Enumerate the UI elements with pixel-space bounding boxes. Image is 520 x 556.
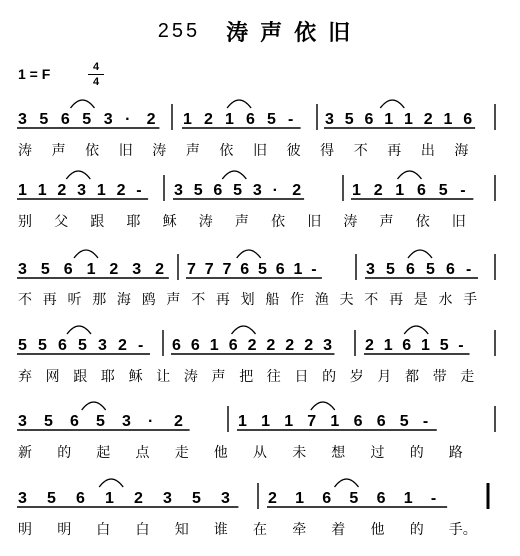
note: 5 [438, 182, 448, 199]
lyric-syllable: 手 [463, 292, 478, 308]
lyric-syllable: 依 [415, 214, 430, 230]
slur [408, 250, 432, 258]
note: · [272, 182, 278, 199]
meter-bottom: 4 [92, 76, 100, 88]
lyric-syllable: 声 [185, 143, 200, 159]
lyric-syllable: 声 [379, 214, 394, 230]
slur [66, 171, 90, 179]
lyric-syllable: 不 [18, 292, 32, 308]
slur [82, 402, 106, 410]
note: 2 [118, 337, 127, 354]
note: 1 [403, 490, 413, 507]
lyric-syllable: 海 [116, 292, 131, 308]
lyric-syllable: 鸥 [141, 292, 156, 308]
note: 6 [463, 111, 473, 128]
lyric-syllable: 旧 [451, 214, 466, 230]
lyric-syllable: 父 [54, 214, 69, 230]
note: 5 [96, 413, 105, 430]
note: 6 [376, 490, 386, 507]
lyric-syllable: 依 [85, 143, 100, 159]
note: 1 [18, 182, 27, 199]
slur [232, 326, 256, 334]
note: 2 [116, 182, 126, 199]
note: 2 [247, 337, 257, 354]
note: 5 [193, 182, 203, 199]
note: 5 [47, 490, 56, 507]
lyric-syllable: 走 [174, 445, 189, 461]
note: 7 [307, 413, 317, 430]
lyric-syllable: 白 [96, 522, 111, 538]
lyric-syllable: 再 [389, 292, 404, 308]
lyric-syllable: 再 [387, 143, 402, 159]
note: 2 [373, 182, 383, 199]
note: - [466, 261, 472, 278]
note: 3 [325, 111, 334, 128]
note: 6 [406, 261, 415, 278]
note: 5 [44, 413, 53, 430]
lyric-syllable: 的 [409, 522, 424, 538]
lyric-syllable: 谁 [213, 522, 228, 538]
note: 6 [60, 111, 70, 128]
note: 3 [122, 413, 131, 430]
lyric-syllable: 别 [18, 214, 32, 230]
lyric-syllable: 白 [135, 522, 150, 538]
note: 6 [353, 413, 363, 430]
lyric-syllable: 把 [239, 369, 254, 385]
note: - [422, 413, 429, 430]
note: 6 [58, 337, 67, 354]
note: 5 [38, 337, 47, 354]
note: 2 [109, 261, 119, 278]
slur [398, 171, 422, 179]
note: 6 [172, 337, 181, 354]
note: 2 [266, 337, 276, 354]
lyric-syllable: 旧 [118, 143, 133, 159]
slur [71, 100, 95, 108]
note: 6 [402, 337, 412, 354]
slur [311, 402, 335, 410]
note: 1 [421, 337, 430, 354]
lyric-syllable: 跟 [73, 369, 88, 385]
lyric-syllable: 他 [370, 522, 385, 538]
note: 2 [285, 337, 295, 354]
lyric-syllable: 涛 [198, 214, 213, 230]
lyric-syllable: 再 [42, 292, 57, 308]
lyric-syllable: 明 [57, 522, 72, 538]
note: 5 [344, 111, 354, 128]
lyric-syllable: 手。 [448, 522, 477, 538]
lyric-syllable: 旧 [307, 214, 322, 230]
lyric-syllable: 在 [253, 522, 267, 538]
note: 1 [209, 337, 219, 354]
lyric-syllable: 不 [364, 292, 379, 308]
lyric-syllable: 出 [420, 143, 435, 159]
lyric-syllable: 点 [135, 445, 150, 461]
note: 5 [426, 261, 435, 278]
lyric-syllable: 依 [271, 214, 286, 230]
note: 1 [37, 182, 47, 199]
note: 1 [284, 413, 294, 430]
lyric-syllable: 起 [96, 445, 111, 461]
lyric-syllable: 得 [320, 143, 335, 159]
slur [380, 100, 404, 108]
note: 6 [364, 111, 374, 128]
key-signature: 1 = F [18, 66, 51, 82]
note: 5 [399, 413, 409, 430]
note: 3 [221, 490, 230, 507]
lyric-syllable: 新 [18, 445, 32, 461]
lyric-syllable: 声 [234, 214, 249, 230]
lyric-syllable: 跟 [90, 214, 105, 230]
lyric-syllable: 那 [92, 292, 107, 308]
note: 1 [404, 111, 413, 128]
note: 1 [384, 111, 394, 128]
note: 2 [146, 111, 156, 128]
note: 3 [18, 261, 27, 278]
lyric-syllable: 的 [409, 445, 424, 461]
note: 1 [225, 111, 234, 128]
note: 5 [349, 490, 359, 507]
note: · [148, 413, 154, 430]
note: 1 [261, 413, 271, 430]
note: 1 [395, 182, 405, 199]
note: 6 [213, 182, 223, 199]
lyric-syllable: 带 [432, 369, 447, 385]
note: 2 [174, 413, 183, 430]
meter-top: 4 [92, 61, 100, 73]
song-number: 255 [157, 20, 201, 42]
note: 2 [134, 490, 143, 507]
note: 7 [222, 261, 232, 278]
lyric-syllable: 从 [253, 445, 267, 461]
lyric-syllable: 涛 [183, 369, 198, 385]
note: 6 [417, 182, 426, 199]
slur [237, 250, 261, 258]
slur [404, 326, 428, 334]
note: 5 [78, 337, 87, 354]
note: 2 [155, 261, 165, 278]
slur [99, 479, 123, 487]
lyric-syllable: 他 [213, 445, 228, 461]
note: 6 [76, 490, 85, 507]
lyric-syllable: 声 [211, 369, 226, 385]
lyric-syllable: 弃 [18, 369, 32, 385]
note: 3 [163, 490, 172, 507]
slur [227, 100, 251, 108]
lyric-syllable: 未 [292, 445, 307, 461]
lyric-syllable: 耶 [100, 369, 115, 385]
note: 5 [258, 261, 267, 278]
note: 6 [240, 261, 250, 278]
note: 3 [252, 182, 262, 199]
note: - [138, 337, 144, 354]
note: 1 [96, 182, 106, 199]
lyric-syllable: 涛 [343, 214, 358, 230]
note: 3 [18, 490, 27, 507]
lyric-syllable: 渔 [314, 292, 329, 308]
lyric-syllable: 声 [166, 292, 181, 308]
lyric-syllable: 月 [377, 369, 392, 385]
lyric-syllable: 往 [266, 369, 281, 385]
lyric-syllable: 是 [413, 292, 428, 308]
note: 2 [57, 182, 67, 199]
note: 3 [18, 111, 27, 128]
note: · [125, 111, 131, 128]
note: 6 [376, 413, 386, 430]
lyric-syllable: 岁 [349, 369, 364, 385]
note: - [136, 182, 142, 199]
note: 1 [293, 261, 303, 278]
lyric-syllable: 船 [265, 292, 280, 308]
lyric-syllable: 耶 [126, 214, 141, 230]
note: - [288, 111, 294, 128]
note: 1 [295, 490, 305, 507]
song-name: 涛声依旧 [226, 20, 363, 46]
note: 3 [174, 182, 183, 199]
slur [335, 479, 359, 487]
note: 6 [63, 261, 73, 278]
note: 5 [439, 337, 449, 354]
note: 2 [304, 337, 314, 354]
note: 6 [246, 111, 255, 128]
lyric-syllable: 稣 [128, 369, 143, 385]
lyric-syllable: 听 [67, 292, 82, 308]
lyric-syllable: 划 [240, 292, 255, 308]
note: 2 [292, 182, 302, 199]
lyric-syllable: 不 [353, 143, 368, 159]
note: 5 [386, 261, 395, 278]
lyric-syllable: 牵 [292, 522, 307, 538]
lyric-syllable: 稣 [162, 214, 177, 230]
note: 1 [443, 111, 453, 128]
note: 1 [352, 182, 361, 199]
lyric-syllable: 的 [57, 445, 72, 461]
note: 1 [183, 111, 192, 128]
note: - [430, 490, 437, 507]
note: 3 [98, 337, 107, 354]
note: 5 [39, 111, 49, 128]
note: 6 [70, 413, 79, 430]
note: 6 [228, 337, 238, 354]
lyric-syllable: 的 [322, 369, 337, 385]
note: 5 [267, 111, 276, 128]
lyric-syllable: 路 [448, 445, 463, 461]
lyric-syllable: 知 [174, 522, 189, 538]
lyric-syllable: 夫 [339, 292, 354, 308]
note: 5 [233, 182, 243, 199]
lyric-syllable: 水 [438, 292, 453, 308]
note: 1 [383, 337, 393, 354]
lyric-syllable: 旧 [253, 143, 267, 159]
lyric-syllable: 声 [51, 143, 66, 159]
lyric-syllable: 海 [454, 143, 469, 159]
note: 1 [105, 490, 114, 507]
note: 3 [132, 261, 142, 278]
note: 6 [322, 490, 332, 507]
lyric-syllable: 不 [191, 292, 206, 308]
slur [67, 326, 91, 334]
lyric-syllable: 日 [294, 369, 309, 385]
note: - [460, 182, 466, 199]
lyric-syllable: 再 [215, 292, 230, 308]
note: 2 [365, 337, 374, 354]
lyric-syllable: 过 [370, 445, 385, 461]
note: 3 [77, 182, 87, 199]
lyric-syllable: 网 [45, 369, 60, 385]
note: 5 [18, 337, 27, 354]
note: 5 [192, 490, 201, 507]
slur [222, 171, 246, 179]
note: 6 [275, 261, 285, 278]
lyric-syllable: 走 [460, 369, 475, 385]
note: 6 [446, 261, 455, 278]
lyric-syllable: 依 [219, 143, 234, 159]
lyric-syllable: 涛 [18, 143, 32, 159]
note: - [458, 337, 464, 354]
lyric-syllable: 明 [18, 522, 32, 538]
note: 2 [268, 490, 277, 507]
lyric-syllable: 作 [290, 292, 305, 308]
note: 5 [82, 111, 92, 128]
lyric-syllable: 着 [331, 522, 346, 538]
note: - [311, 261, 317, 278]
note: 3 [366, 261, 375, 278]
note: 3 [18, 413, 27, 430]
lyric-syllable: 让 [156, 369, 171, 385]
lyric-syllable: 涛 [152, 143, 167, 159]
note: 2 [423, 111, 433, 128]
note: 3 [103, 111, 113, 128]
slur [74, 250, 98, 258]
note: 2 [204, 111, 213, 128]
note: 1 [238, 413, 247, 430]
note: 5 [40, 261, 50, 278]
lyric-syllable: 彼 [286, 143, 301, 159]
note: 7 [204, 261, 214, 278]
note: 1 [86, 261, 96, 278]
lyric-syllable: 想 [331, 445, 346, 461]
lyric-syllable: 都 [405, 369, 420, 385]
note: 1 [330, 413, 340, 430]
note: 3 [323, 337, 333, 354]
note: 7 [187, 261, 196, 278]
note: 6 [190, 337, 200, 354]
